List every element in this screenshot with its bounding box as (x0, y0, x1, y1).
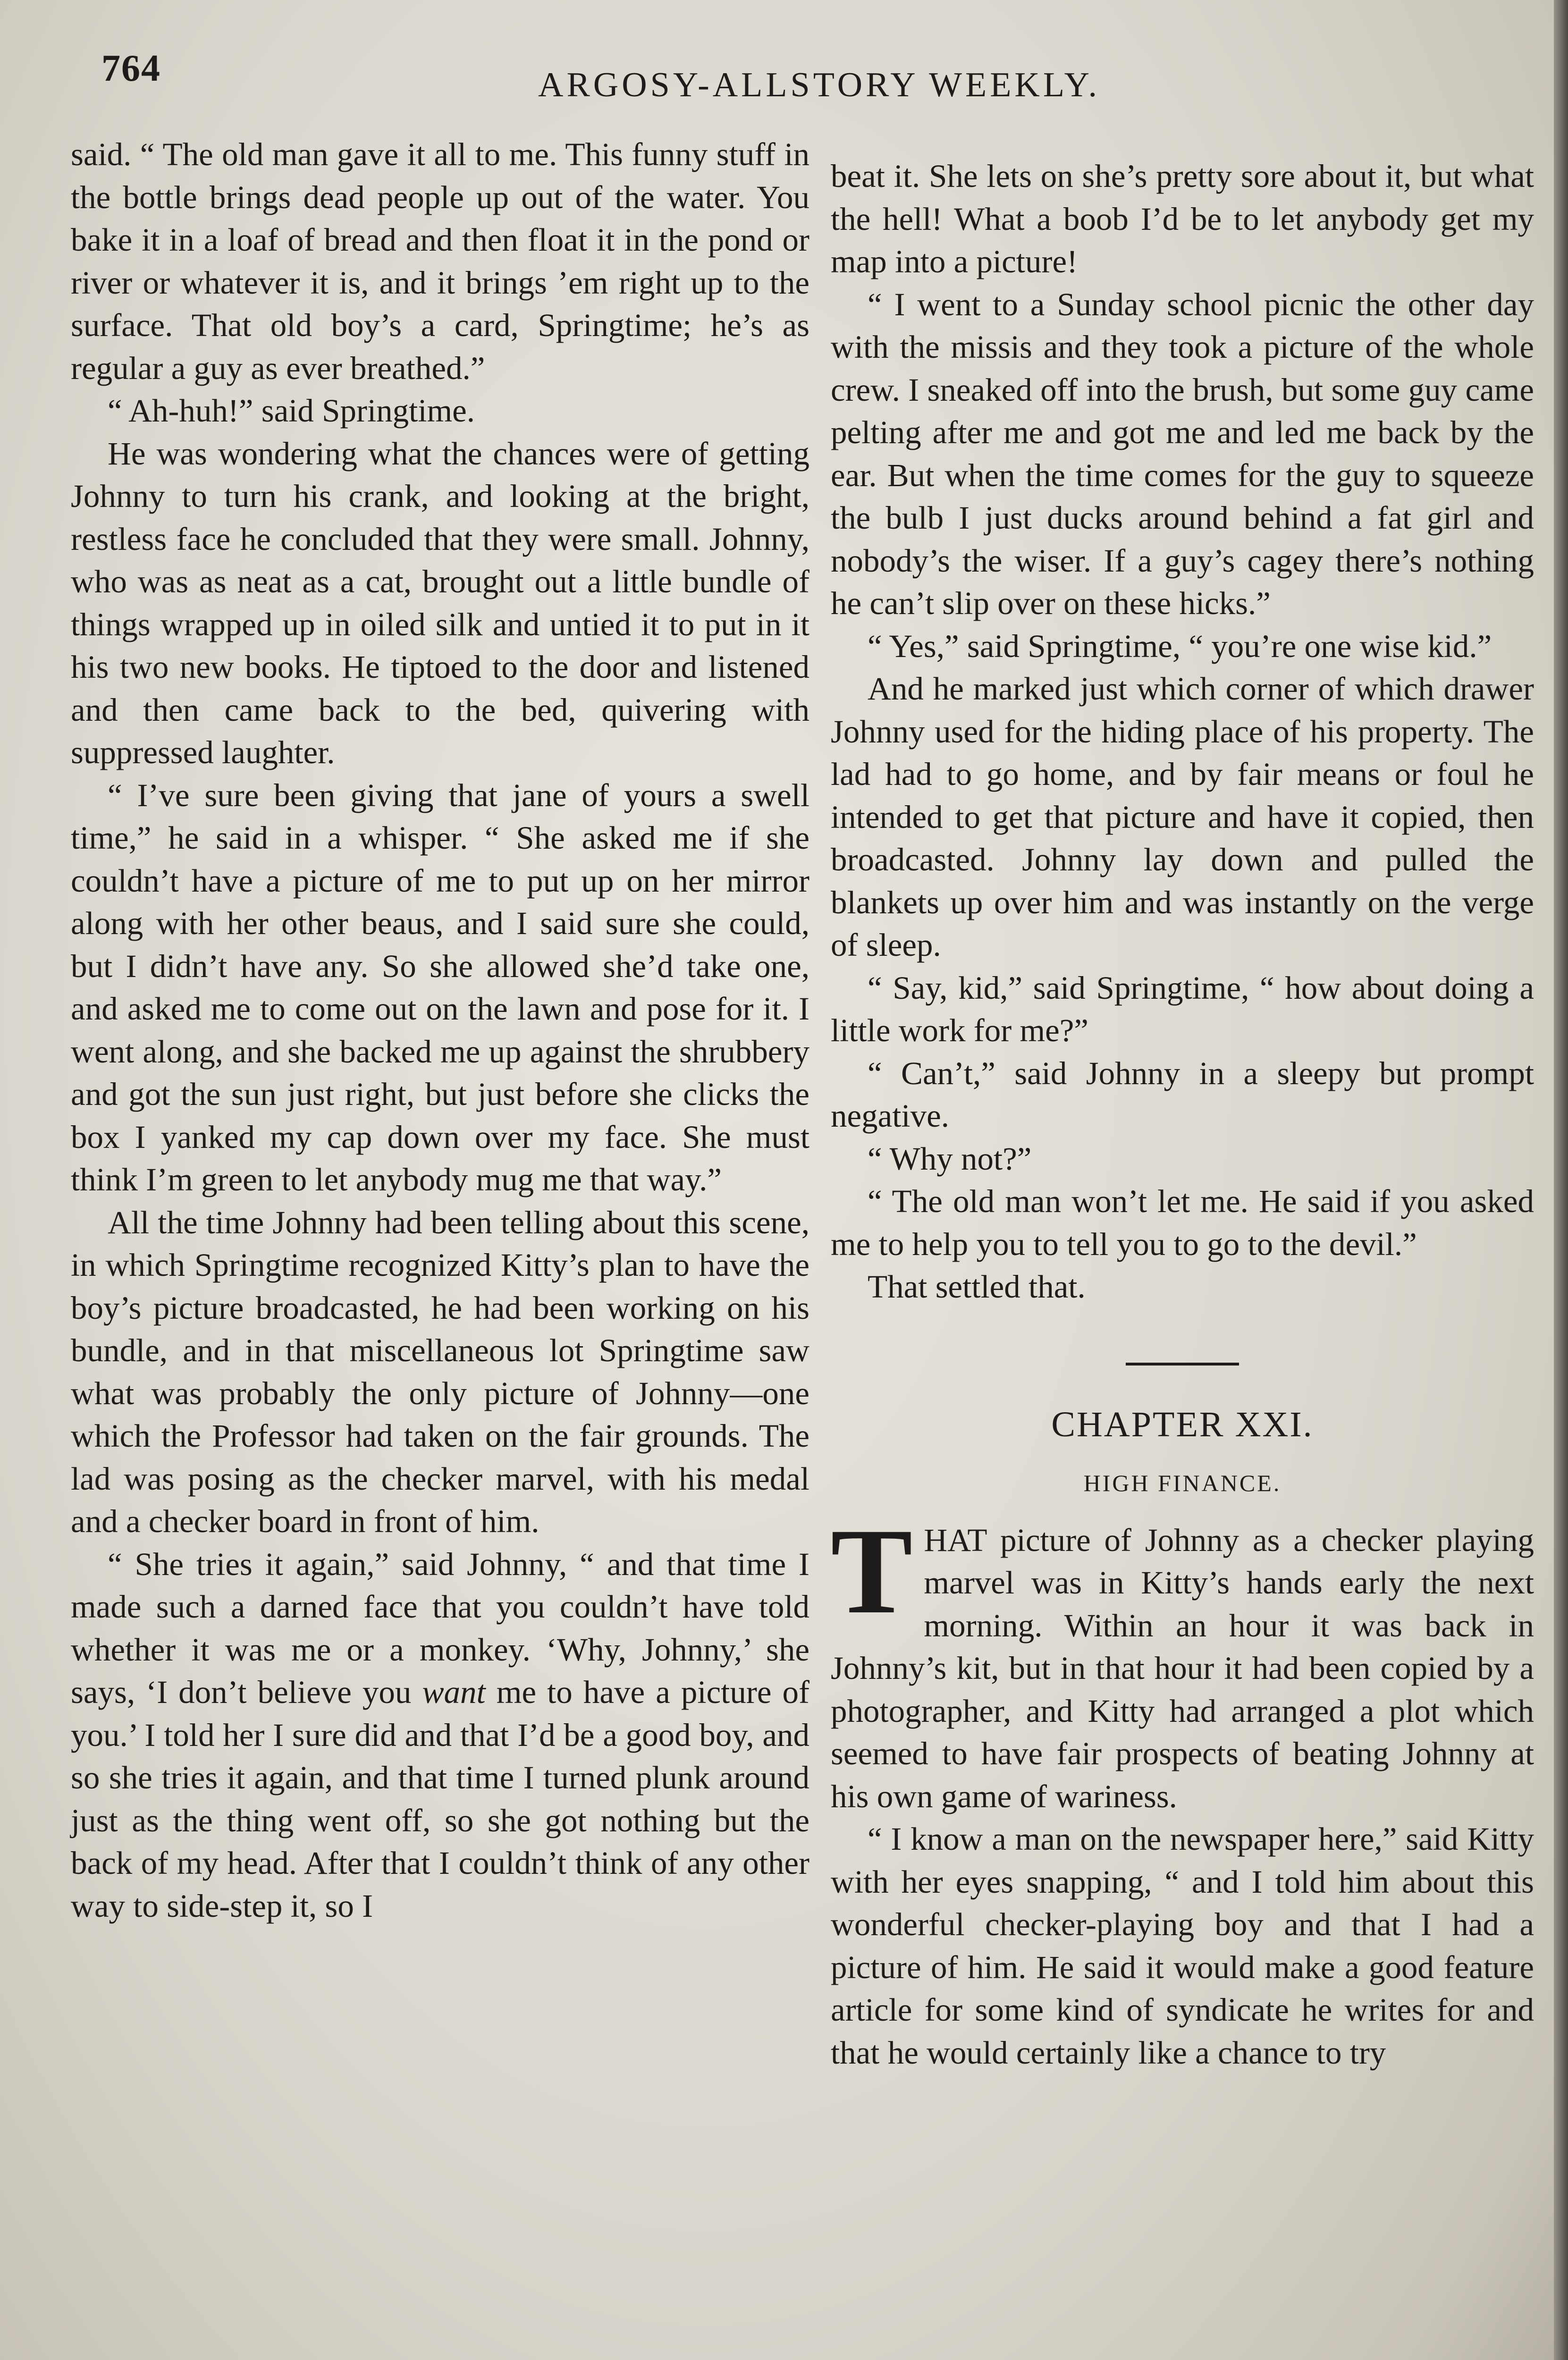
paragraph: “ Say, kid,” said Springtime, “ how about doing a little work for me?” (831, 969, 1534, 1048)
chapter-subtitle: HIGH FINANCE. (1083, 1470, 1281, 1496)
paragraph: “ Ah-huh!” said Springtime. (108, 393, 475, 429)
page-number: 764 (101, 48, 161, 89)
text-run: HAT picture of Johnny as a checker playing marvel was in Kitty’s hands early the next morning. Within an hour it was back in Johnny’s kit, but in that hour it had been copied by a photographer, and Kitty had arranged a plot which seemed to have fair prospects of beating Johnny at his own game of wariness. (831, 1522, 1534, 1814)
paragraph: “ The old man won’t let me. He said if you asked me to help you to tell you to go to the devil.” (831, 1183, 1534, 1262)
italic-word: want (422, 1674, 486, 1710)
paragraph: “ I went to a Sunday school picnic the other day with the missis and they took a picture of the whole crew. I sneaked off into the brush, but some guy came pelting after me and got me and led me back by the ear. But when the time comes for the guy to squeeze the bulb I just ducks around behind a fat girl and nobody’s the wiser. If a guy’s cagey there’s nothing he can’t slip over on these hicks.” (831, 286, 1534, 621)
paragraph: said. “ The old man gave it all to me. This funny stuff in the bottle brings dead people up out of the water. You bake it in a loaf of bread and then float it in the pond or river or whatever it is, and it brings ’em right up to the surface. That old boy’s a card, Springtime; he’s as regular a guy as ever breathed.” (71, 136, 809, 386)
running-head: ARGOSY-ALLSTORY WEEKLY. (538, 66, 1101, 104)
paragraph (71, 1543, 809, 1928)
text-run: me to have a picture of you.’ I told her I sure did and that I’d be a good boy, and so she tries it again, and that time I turned plunk around just as the thing went off, so she got nothing but the back of my head. After that I couldn’t think of any other way to side-step it, so I (71, 1674, 810, 1924)
page-edge-shadow (1554, 0, 1568, 2360)
section-divider (1126, 1363, 1239, 1365)
left-column (71, 133, 809, 1927)
chapter-first-paragraph (831, 1503, 1534, 1818)
paragraph: He was wondering what the chances were of getting Johnny to turn his crank, and looking at the bright, restless face he concluded that they were small. Johnny, who was as neat as a cat, brought out a little bundle of things wrapped up in oiled silk and untied it to put in it his two new books. He tiptoed to the door and listened and then came back to the bed, quivering with suppressed laughter. (71, 435, 809, 770)
drop-cap: T (831, 1503, 913, 1639)
paragraph: “ Can’t,” said Johnny in a sleepy but prompt negative. (831, 1055, 1534, 1134)
paragraph: And he marked just which corner of which drawer Johnny used for the hiding place of his property. The lad had to go home, and by fair means or foul he intended to get that picture and have it copied, then broadcasted. Johnny lay down and pulled the blankets up over him and was instantly on the verge of sleep. (831, 671, 1534, 963)
text-run: “ She tries it again,” said Johnny, “ and that time I made such a darned face that you couldn’t have told whether it was me or a monkey. ‘Why, Johnny,’ she says, ‘I don’t believe you (71, 1546, 809, 1710)
paragraph: “ Why not?” (868, 1140, 1032, 1177)
paragraph: All the time Johnny had been telling about this scene, in which Springtime recognized Kitty’s plan to have the boy’s picture broadcasted, he had been working on his bundle, and in that miscellaneous lot Springtime saw what was probably the only picture of Johnny—one which the Professor had taken on the fair grounds. The lad was posing as the checker marvel, with his medal and a checker board in front of him. (71, 1204, 809, 1539)
paragraph: “ Yes,” said Springtime, “ you’re one wise kid.” (868, 628, 1492, 664)
paragraph: That settled that. (868, 1269, 1086, 1305)
paragraph: beat it. She lets on she’s pretty sore about it, but what the hell! What a boob I’d be to let anybody get my map into a picture! (831, 158, 1534, 279)
chapter-heading: CHAPTER XXI. (1051, 1404, 1314, 1444)
paragraph: “ I know a man on the newspaper here,” said Kitty with her eyes snapping, “ and I told him about this wonderful checker-playing boy and that I had a picture of him. He said it would make a good feature article for some kind of syndicate he writes for and that he would certainly like a chance to try (831, 1821, 1534, 2071)
right-column (831, 155, 1534, 2074)
paragraph: “ I’ve sure been giving that jane of yours a swell time,” he said in a whisper. “ She asked me if she couldn’t have a picture of me to put up on her mirror along with her other beaus, and I said sure she could, but I didn’t have any. So she allowed she’d take one, and asked me to come out on the lawn and pose for it. I went along, and she backed me up against the shrubbery and got the sun just right, but just before she clicks the box I yanked my cap down over my face. She must think I’m green to let anybody mug me that way.” (71, 777, 809, 1197)
